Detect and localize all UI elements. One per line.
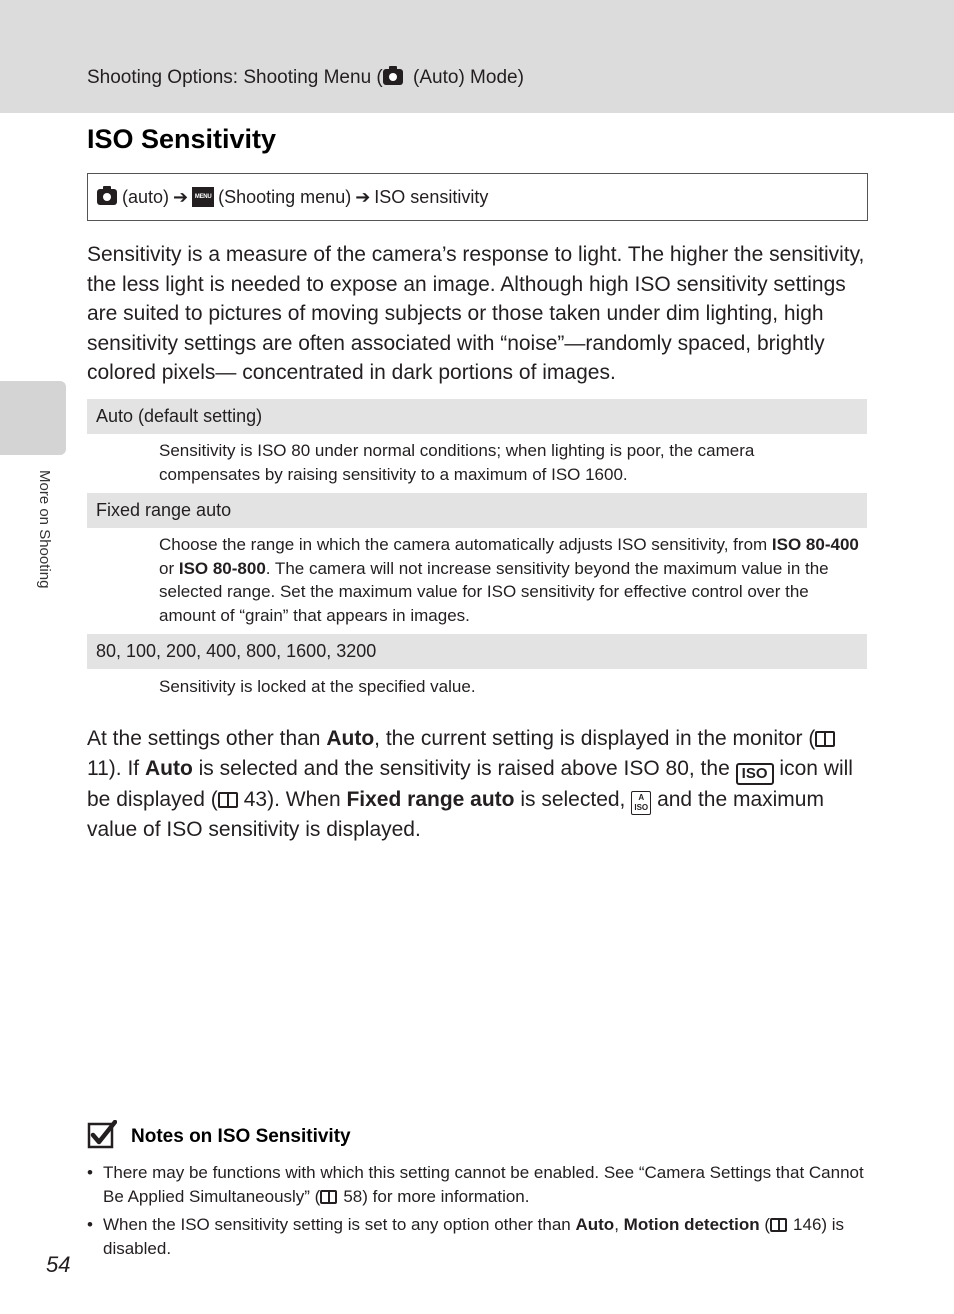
menu-path-step-iso: ISO sensitivity — [374, 186, 489, 207]
menu-path-box — [87, 173, 868, 221]
option-description-auto: Sensitivity is ISO 80 under normal conditions; when lighting is poor, the camera compensates by raising sensitivity to a maximum of ISO 1600. — [159, 441, 755, 484]
running-head — [87, 67, 524, 89]
intro-paragraph: Sensitivity is a measure of the camera’s response to light. The higher the sensitivity, the less light is needed to expose an image. Although high ISO sensitivity settings are suited to pictures of moving subjects or those taken under dim lighting, high sensitivity settings are often associated with “noise”—randomly spaced, brightly colored pixels— concentrated in dark portions of images. — [87, 243, 865, 384]
side-tab-label: More on Shooting — [36, 470, 53, 589]
menu-icon: MENU — [192, 187, 214, 207]
option-heading-fixed-range: Fixed range auto — [87, 493, 867, 528]
arrow-icon: ➔ — [173, 186, 189, 207]
menu-path-step-shooting-menu: (Shooting menu) — [218, 186, 352, 207]
note-bullet: • When the ISO sensitivity setting is set to any option other than Auto, Motion detection ( 146) is disabled. — [87, 1213, 867, 1261]
option-heading-auto: Auto (default setting) — [87, 399, 867, 434]
camera-icon — [383, 69, 403, 85]
book-reference-icon — [218, 792, 238, 808]
arrow-icon: ➔ — [355, 186, 371, 207]
page-title: ISO Sensitivity — [87, 124, 277, 154]
note-bullet: • There may be functions with which this setting cannot be enabled. See “Camera Settings that Cannot Be Applied Simultaneously” ( 58) for more information. — [87, 1161, 867, 1209]
book-reference-icon — [815, 731, 835, 747]
notes-title: Notes on ISO Sensitivity — [131, 1126, 351, 1147]
option-description-values: Sensitivity is locked at the specified value. — [159, 677, 476, 696]
option-heading-values: 80, 100, 200, 400, 800, 1600, 3200 — [87, 634, 867, 669]
iso-auto-icon: A ISO — [631, 791, 651, 815]
header-band — [0, 0, 954, 113]
running-head-prefix: Shooting Options: Shooting Menu ( — [87, 67, 383, 88]
settings-paragraph: At the settings other than Auto, the current setting is displayed in the monitor (11). If Auto is selected and the sensitivity is raised above ISO 80, the ISO icon will be displayed ( 43). When Fixed range auto is selected, A ISO and the maximum value of ISO sensitivity is displayed. — [87, 727, 853, 841]
side-tab — [0, 381, 66, 455]
running-head-suffix: (Auto) Mode) — [407, 67, 524, 88]
iso-icon: ISO — [736, 763, 774, 785]
camera-icon — [97, 189, 117, 205]
menu-path-step-auto: (auto) — [122, 186, 170, 207]
check-note-icon — [87, 1120, 117, 1150]
option-description-fixed-range: Choose the range in which the camera automatically adjusts ISO sensitivity, from ISO 80-400 or ISO 80-800. The camera will not increase sensitivity beyond the maximum value in the selected range. Set the maximum value for ISO sensitivity for effective control over the amount of “grain” that appears in images. — [159, 535, 859, 626]
book-reference-icon — [770, 1218, 787, 1232]
book-reference-icon — [320, 1190, 337, 1204]
page-number: 54 — [46, 1252, 71, 1277]
